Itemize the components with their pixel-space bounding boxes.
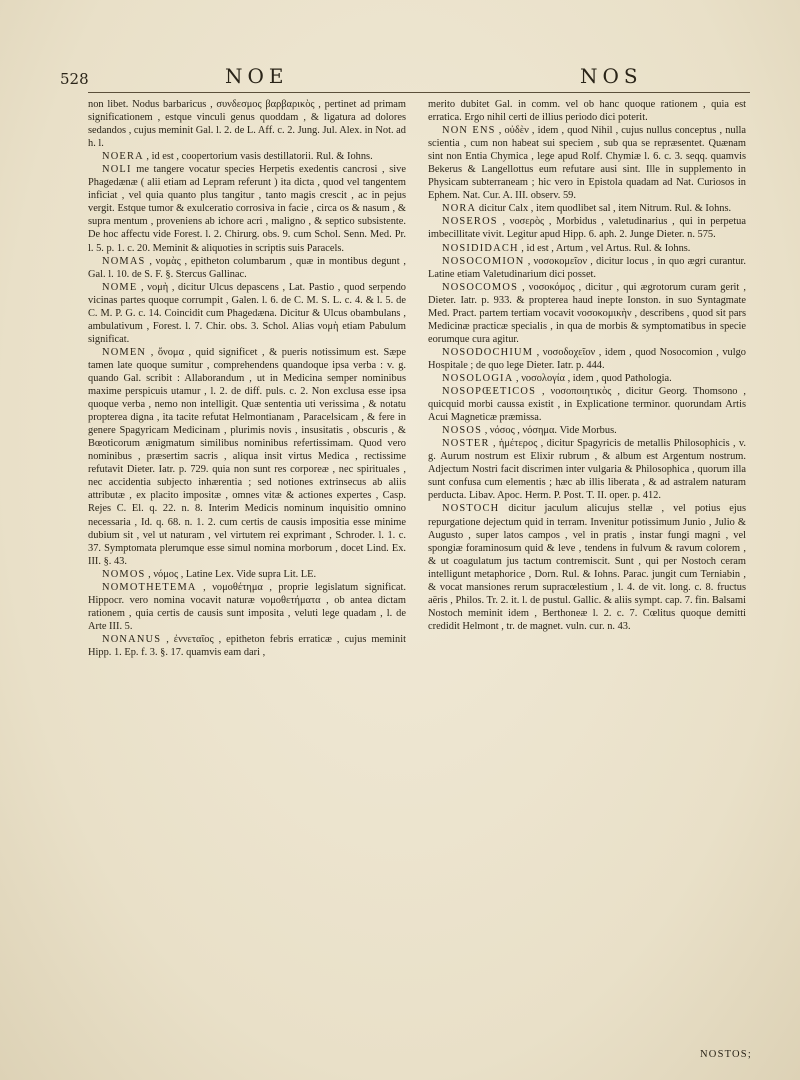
entry-text: , νομὰς , epitheton columbarum , quæ in montibus degunt , Gal. l. 10. de S. F. §. Stercus Gallinac. [88, 255, 406, 280]
dictionary-entry [428, 424, 746, 437]
dictionary-entry [88, 346, 406, 568]
entry-headword: NORA [442, 203, 477, 215]
right-running-title: NOS [580, 64, 643, 88]
entry-headword: NOLI [102, 164, 132, 176]
entry-text: , νοσοκομεῖον , dicitur locus , in quo ægri curantur. Latine etiam Valetudinarium dici posset. [428, 255, 746, 280]
entry-headword: NOSEROS [442, 216, 498, 228]
catchword: NOSTOS; [700, 1049, 752, 1060]
dictionary-entry [428, 346, 746, 372]
entry-headword: NOSTOCH [442, 503, 500, 515]
entry-headword: NONANUS [102, 633, 162, 645]
page-number: 528 [60, 70, 89, 88]
left-column [88, 98, 406, 659]
entry-headword: NOSOLOGIA [442, 372, 514, 384]
entry-headword: NOSOPŒETICOS [442, 386, 537, 398]
dictionary-entry [428, 98, 746, 124]
entry-headword: NOME [102, 281, 138, 293]
entry-text: non libet. Nodus barbaricus , συνδεσμος βαρβαρικὸς , pertinet ad primam significationem , estque vinculi genus quoddam , & ligatura ad dolores sedandos , cujus meminit Gal. l. 2. de L. Aff. c. 2. Jung. Jul. Alex. in Not. ad h. l. [88, 99, 406, 150]
entry-headword: NOMOTHETEMA [102, 581, 197, 593]
entry-headword: NOMEN [102, 346, 147, 358]
dictionary-entry [88, 150, 406, 163]
dictionary-entry [88, 633, 406, 659]
header-rule [88, 92, 750, 93]
entry-text: , νόμος , Latine Lex. Vide supra Lit. LE. [148, 568, 317, 580]
entry-text: , ἐννεταῖος , epitheton febris erraticæ , cujus meminit Hipp. 1. Ep. f. 3. §. 17. quamvis eam dari , [88, 633, 406, 658]
dictionary-entry [428, 502, 746, 632]
left-running-title: NOE [225, 64, 289, 88]
dictionary-entry [88, 581, 406, 633]
right-column [428, 98, 746, 633]
dictionary-entry [88, 568, 406, 581]
entry-text: merito dubitet Gal. in comm. vel ob hanc quoque rationem , quia est erratica. Ergo nihil certi de illius periodo dici poterit. [428, 99, 746, 124]
entry-headword: NON ENS [442, 125, 496, 137]
dictionary-entry [88, 98, 406, 150]
entry-text: , νοσοδοχεῖον , idem , quod Nosocomion , vulgo Hospitale ; de quo lege Dieter. Iatr. p. 444. [428, 346, 746, 371]
entry-text: , νομοθέτημα , proprie legislatum significat. Hippocr. vero nomina vocavit naturæ νομοθετήματα , ob antea dictam rationem , quia certis de causis sunt imposita , veluti lege quadam , l. de Arte III. 5. [88, 581, 406, 632]
entry-headword: NOMAS [102, 255, 146, 267]
dictionary-entry [428, 385, 746, 424]
dictionary-entry [428, 215, 746, 241]
dictionary-entry [88, 281, 406, 346]
entry-headword: NOSOCOMOS [442, 281, 519, 293]
entry-text: , νοσοποιητικὸς , dicitur Georg. Thomsono , quicquid morbi caussa existit , in Explicatione terminor. quorundam Artis Acui Magneticæ præmissa. [428, 386, 746, 424]
dictionary-entry [88, 163, 406, 254]
entry-text: , νοσολογία , idem , quod Pathologia. [516, 372, 672, 384]
entry-headword: NOSIDIDACH [442, 242, 519, 254]
entry-text: me tangere vocatur species Herpetis exedentis cancrosi , sive Phagedænæ ( alii etiam ad Lepram referunt ) ita dicta , quod vel tangentem inficiat , vel quia quanto plus tangitur , tanto magis crescit , ac in pejus vergit. Estque tumor & exulceratio corrosiva in facie , circa os & nasum , & supra mentum , proveniens ab ichore acri , maligno , & septico subsistente. De hoc affectu vide Forest. l. 2. Chirurg. obs. 9. cum Schol. Senn. Med. Pr. l. 5. p. 1. c. 20. Meminit & aliquoties in scriptis suis Paracels. [88, 164, 406, 254]
dictionary-entry [88, 255, 406, 281]
entry-text: dicitur jaculum alicujus stellæ , vel potius ejus repurgatione dejectum quid in terram. Invenitur potissimum Junio , Julio & Augusto , super latos campos , vel in pratis , instar fungi magni , vel spongiæ foraminosum quid & leve , tendens in fulvum & ravum colorem , & ut coagulatum jus tactum contremiscit. Sunt , qui per Nostoch ceram intelligunt metaphorice , Dorn. Rul. & Iohns. Parac. jungit cum Terniabin , & vocat mansiones rerum supracœlestium , l. 4. de vit. long. c. 8. fructus aëris , Philos. Tr. 2. it. l. de pustul. Gallic. & aliis sympt. cap. 7. fin. Balsami Nostoch meminit idem , Berthoneæ l. 2. c. 7. Cœlitus quoque demitti credidit Helmont , tr. de magnet. vuln. cur. n. 43. [428, 503, 746, 632]
entry-headword: NOSOCOMION [442, 255, 525, 267]
dictionary-entry [428, 255, 746, 281]
entry-headword: NOSOS [442, 425, 483, 437]
dictionary-entry [428, 437, 746, 502]
entry-text: , νόσος , νόσημα. Vide Morbus. [484, 425, 617, 437]
entry-headword: NOSODOCHIUM [442, 346, 534, 358]
entry-text: , οὐδὲν , idem , quod Nihil , cujus nullus conceptus , nulla scientia , cum non habeat sui speciem , sub qua se repræsentet. Quænam sint non Entia Chymica , lege apud Rolf. Chymiæ l. 6. c. 3. seqq. quamvis Bekerus & Langellottus eum refutare ausi sint. Ille in supplemento in Physicam subterraneam ; hic vero in Epistola quadam ad Nat. Curiosos in Ephem. Nat. Cur. A. III. observ. 59. [428, 125, 746, 202]
entry-headword: NOSTER [442, 438, 490, 450]
dictionary-entry [428, 202, 746, 215]
dictionary-entry [428, 372, 746, 385]
entry-text: , ὄνομα , quid significet , & pueris notissimum est. Sæpe tamen late quoque sumitur , comprehendens quandoque ipsa verba : v. g. quando Gal. scribit : Allaborandum , ut in Medicina semper nominibus maxime perspicuis utamur , l. 2. de diff. puls. c. 2. Non exclusa esse ipsa quoque verba , nemo non intelligit. Quæ sententia uti verissima , & notatu propterea digna , ita tacite refutat Helmontianam , Paracelsicam , & fere in genere Spagyricam Medicinam , plurimis novis , insusitatis , obscuris , & Bœoticorum ænigmatum similibus nominibus refertissimam. Quod vero nominibus , præsertim sacris , aliqua insit virtus Medica , rectissime refutavit Dieter. Iatr. p. 729. quia non sunt res corporeæ , nec spirituales , nec accidentia subjecto inhærentia ; sed notiones extrinsecus ab aliis attributæ , ex placito impositæ , omnes vitæ & actiones expertes , Casp. Rejes C. El. q. 22. n. 8. Interim Medicis nominum inquisitio omnino necessaria , Id. q. 68. n. 1. 2. cum certis de causis impositia esse minime dubium sit , vel ut naturam , vel virtutem rei exprimant , Schroder. l. 1. c. 37. Symptomata plerumque esse simul nomina morborum , docet Lind. Ex. III. §. 43. [88, 346, 406, 567]
dictionary-entry [428, 242, 746, 255]
entry-headword: NOMOS [102, 568, 146, 580]
entry-text: , id est , Artum , vel Artus. Rul. & Iohns. [521, 242, 691, 254]
dictionary-entry [428, 124, 746, 202]
entry-text: , νοσοκόμος , dicitur , qui ægrotorum curam gerit , Dieter. Iatr. p. 933. & propterea haud inepte Ionston. in suo Syntagmate Med. Pract. partem tertiam vocavit νοσοκομικὴν , describens , quod sit pars Medicinæ practicæ specialis , in qua de morbis & symptomatibus in specie eorumque cura agitur. [428, 281, 746, 345]
entry-text: , νομὴ , dicitur Ulcus depascens , Lat. Pastio , quod serpendo vicinas partes quoque corrumpit , Galen. l. 6. de C. M. S. L. c. 4. & l. 5. de C. M. P. G. c. 14. Coincidit cum Phagedæna. Dicitur & Ulcus obambulans , ambulativum , Forest. l. 7. Chir. obs. 3. Schol. Alias νομὴ etiam Pabulum significat. [88, 281, 406, 345]
dictionary-entry [428, 281, 746, 346]
entry-text: , id est , coopertorium vasis destillatorii. Rul. & Iohns. [146, 151, 373, 163]
entry-text: , νοσερὸς , Morbidus , valetudinarius , qui in perpetua imbecillitate vivit. Legitur apud Hipp. 6. aph. 2. Junge Dieter. n. 575. [428, 216, 746, 241]
entry-headword: NOERA [102, 151, 144, 163]
entry-text: dicitur Calx , item quodlibet sal , item Nitrum. Rul. & Iohns. [478, 203, 732, 215]
entry-text: , ἡμέτερος , dicitur Spagyricis de metallis Philosophicis , v. g. Aurum nostrum est Elixir rubrum , & album est Argentum nostrum. Adjectum Nostri facit discrimen inter vulgaria & Philosophica , quorum illa sunt confusa cum elementis ; hæc ab illis liberata , & ad astralem naturam perducta. Libav. Apoc. Herm. P. Post. T. II. oper. p. 412. [428, 438, 746, 502]
